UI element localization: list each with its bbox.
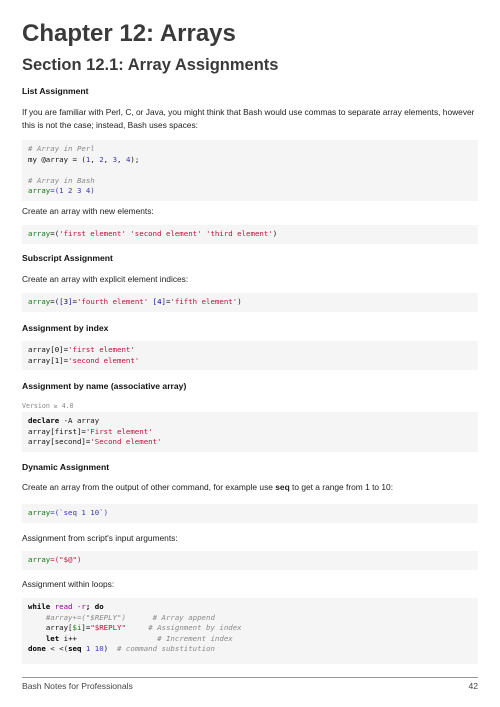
code-string: 'First element'	[85, 426, 153, 436]
code-comment: # Array in Perl	[28, 144, 95, 153]
code-text: array[1]=	[28, 355, 69, 365]
code-number: 2	[99, 154, 104, 164]
code-comment: # Assignment by index	[148, 623, 242, 633]
code-option: -r	[72, 602, 86, 611]
code-number: 4	[125, 154, 131, 164]
code-string: 'second element'	[130, 229, 202, 238]
code-keyword: let	[45, 633, 60, 643]
code-text: -A array	[59, 416, 100, 425]
code-text: =(	[50, 297, 60, 306]
version-note: Version ≥ 4.0	[22, 402, 74, 410]
code-comment: # Array in Bash	[28, 175, 95, 185]
code-number: 1 10	[81, 644, 104, 654]
code-keyword: ; do	[85, 602, 104, 611]
code-text: =(`seq 1 10`)	[50, 508, 109, 517]
code-number: 3	[112, 154, 118, 164]
footer-divider	[22, 677, 478, 678]
code-text: ]=	[81, 623, 91, 633]
code-block-loops	[22, 598, 478, 664]
code-keyword: done	[28, 644, 46, 654]
code-text: =(1 2 3 4)	[50, 186, 95, 196]
code-text: my @array = (	[28, 154, 86, 164]
code-block-seq	[22, 504, 478, 523]
chapter-title: Chapter 12: Arrays	[22, 20, 236, 47]
code-index: [4]	[152, 297, 166, 306]
heading-assignment-by-name: Assignment by name (associative array)	[22, 381, 187, 391]
code-block-by-index	[22, 341, 478, 370]
code-block-args	[22, 551, 478, 570]
code-block-by-name	[22, 412, 478, 452]
text-span: Create an array from the output of other command, for example use	[22, 482, 276, 492]
code-index: [3]	[59, 297, 73, 306]
text-span: to get a range from 1 to 10:	[289, 482, 394, 492]
code-keyword: declare	[28, 416, 60, 425]
paragraph-dynamic	[22, 481, 480, 494]
code-text: < <(	[45, 644, 69, 654]
heading-subscript-assignment: Subscript Assignment	[22, 253, 113, 263]
code-string: "$REPLY"	[90, 623, 126, 633]
code-text: =(	[50, 229, 60, 238]
code-variable: array	[28, 508, 51, 517]
inline-code-seq: seq	[275, 482, 290, 492]
code-keyword: seq	[68, 644, 82, 654]
code-keyword: while	[28, 602, 51, 611]
code-variable: array	[28, 229, 51, 238]
code-string: 'fifth element'	[170, 297, 238, 306]
code-string: =("$@")	[50, 555, 82, 564]
code-block-new-elements	[22, 225, 478, 244]
code-string: 'first element'	[59, 229, 126, 238]
code-text: array[0]=	[28, 345, 69, 354]
code-comment: # command substitution	[117, 644, 215, 654]
code-text: )	[103, 644, 109, 654]
code-block-perl-bash: # Array in Perl my @array = (1, 2, 3, 4); # Array in Bash array=(1 2 3 4)	[22, 140, 478, 201]
code-variable: $i	[72, 623, 82, 633]
section-title: Section 12.1: Array Assignments	[22, 56, 279, 74]
code-block-subscript: array=([3]='fourth element' [4]='fifth element')	[22, 293, 478, 312]
code-string: 'Second element'	[90, 437, 162, 447]
code-text: array[second]=	[28, 437, 91, 447]
heading-dynamic-assignment: Dynamic Assignment	[22, 462, 110, 472]
code-text: )	[272, 229, 278, 238]
heading-list-assignment: List Assignment	[22, 86, 89, 96]
paragraph-new-elements: Create an array with new elements:	[22, 206, 154, 216]
code-comment: # Array append	[152, 612, 215, 622]
code-text: );	[130, 154, 140, 164]
paragraph-loops: Assignment within loops:	[22, 579, 115, 589]
code-variable: array	[28, 297, 51, 306]
code-string: 'fourth element'	[76, 297, 149, 306]
code-number: 1	[85, 154, 91, 164]
code-variable: array	[28, 186, 51, 196]
heading-assignment-by-index: Assignment by index	[22, 323, 109, 333]
code-comment: #array+=("$REPLY")	[45, 612, 126, 622]
code-builtin: read	[50, 602, 73, 611]
code-string: 'first element'	[68, 345, 135, 354]
code-variable: array	[28, 555, 51, 564]
code-text: array[first]=	[28, 426, 86, 436]
footer-book-title: Bash Notes for Professionals	[22, 681, 133, 691]
code-string: 'third element'	[206, 229, 273, 238]
code-string: 'second element'	[68, 355, 140, 365]
code-comment: # Increment index	[157, 633, 233, 643]
paragraph-subscript: Create an array with explicit element indices:	[22, 274, 189, 284]
footer-page-number: 42	[468, 681, 478, 691]
paragraph-args: Assignment from script's input arguments:	[22, 533, 178, 543]
paragraph-list-assignment: If you are familiar with Perl, C, or Java, you might think that Bash would use commas to separate array elements, however this is not the case; instead, Bash uses spaces:	[22, 107, 475, 130]
code-text: i++	[59, 633, 77, 643]
code-text: )	[237, 297, 242, 306]
code-text: array[	[45, 623, 73, 633]
